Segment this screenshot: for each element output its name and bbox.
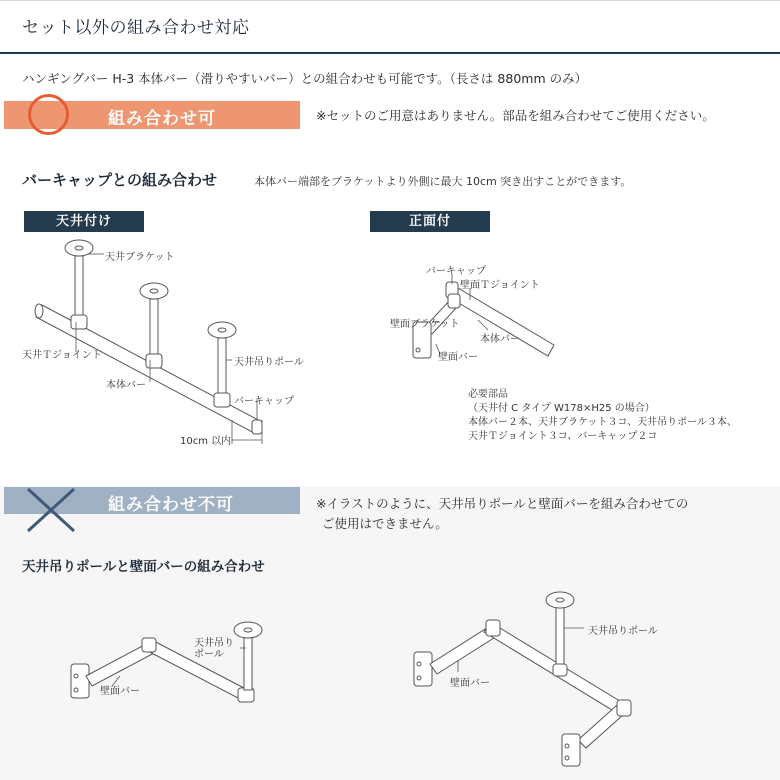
intro-text: ハンギングバー H-3 本体バー（滑りやすいバー）との組合わせも可能です。（長さは 880mm のみ） <box>22 71 588 86</box>
barcap-heading: バーキャップとの組み合わせ <box>22 171 218 189</box>
front-badge: 正面付 <box>370 211 490 232</box>
ng-left-pole-line-2: ポール <box>194 649 224 660</box>
ng-note-line-2: ご使用はできません。 <box>322 516 448 531</box>
required-line-4: 天井Ｔジョイント３コ、バーキャップ２コ <box>468 431 658 442</box>
ok-note: ※セットのご用意はありません。部品を組み合わせてご使用ください。 <box>316 108 715 123</box>
label-barcap: バーキャップ <box>234 396 294 407</box>
ng-right-wallbar-label: 壁面バー <box>450 678 490 689</box>
label-front-bracket: 壁面ブラケット <box>390 319 460 330</box>
required-line-3: 本体バー２本、天井ブラケット３コ、天井吊りポール３本、 <box>468 417 737 428</box>
ng-right-pole-label: 天井吊りポール <box>588 626 658 637</box>
label-dimension: 10cm 以内 <box>180 436 232 447</box>
label-ceiling-bracket: 天井ブラケット <box>105 252 175 263</box>
required-line-1: 必要部品 <box>468 389 508 400</box>
required-line-2: （天井付 C タイプ W178×H25 の場合） <box>468 403 655 414</box>
label-ceiling-tjoint: 天井Ｔジョイント <box>22 350 102 361</box>
ng-left-wallbar-label: 壁面バー <box>100 686 140 697</box>
label-front-tjoint: 壁面Ｔジョイント <box>460 280 540 291</box>
label-front-wallbar: 壁面バー <box>438 352 478 363</box>
ng-heading: 天井吊りポールと壁面バーの組み合わせ <box>22 559 265 575</box>
label-front-barcap: バーキャップ <box>426 266 486 277</box>
ng-note-line-1: ※イラストのように、天井吊りポールと壁面バーを組み合わせての <box>316 496 689 511</box>
page-title: セット以外の組み合わせ対応 <box>22 18 250 38</box>
ng-banner-label: 組み合わせ不可 <box>108 495 234 515</box>
ng-left-pole-line-1: 天井吊り <box>194 638 234 649</box>
label-ceiling-bar: 本体バー <box>106 380 146 391</box>
barcap-note: 本体バー端部をブラケットより外側に最大 10cm 突き出すことができます。 <box>254 175 632 188</box>
label-front-bar: 本体バー <box>480 334 520 345</box>
ok-banner-label: 組み合わせ可 <box>108 109 216 129</box>
label-ceiling-pole: 天井吊りポール <box>234 357 304 368</box>
ceiling-badge: 天井付け <box>24 211 144 232</box>
